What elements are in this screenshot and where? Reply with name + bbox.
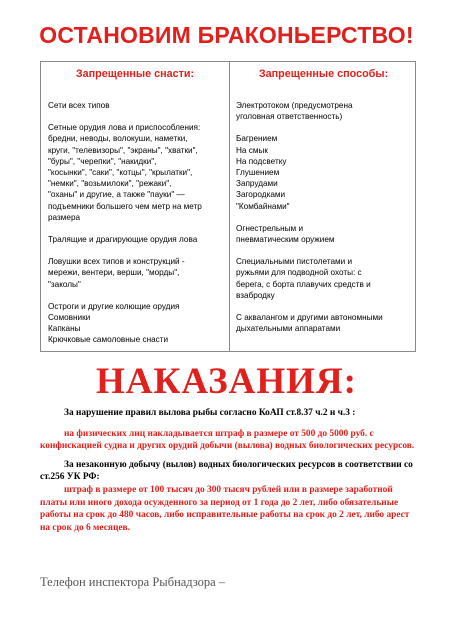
- uk-penalty: штраф в размере от 100 тысяч до 300 тысяч рублей или в размере заработной платы или иного дохода осужденного за период от 1 года до 2 лет, либо обязательные работы на срок до 480 часов, либо исправительные работы на срок до 2 лет, либо арест на срок до 6 месяцев.: [40, 484, 410, 533]
- gear-item: Остроги и другие колющие орудия Сомовники Капканы Крючковые самоловные снасти: [48, 301, 180, 345]
- prohibited-gear-column: [41, 62, 229, 346]
- gear-item: Сети всех типов: [48, 101, 110, 110]
- gear-item: Тралящие и драгирующие орудия лова: [48, 235, 198, 245]
- koap-penalty: на физических лиц накладывается штраф в размере от 500 до 5000 руб. с конфискацией судна и других орудий добычи (вылова) водных биологических ресурсов.: [40, 428, 415, 452]
- poster-title: ОСТАНОВИМ БРАКОНЬЕРСТВО!: [39, 22, 414, 48]
- method-item: Электротоком (предусмотрена уголовная ответственность): [236, 101, 353, 122]
- method-item: Огнестрельным и пневматическим оружием: [236, 223, 335, 245]
- prohibited-gear-header: Запрещенные снасти:: [75, 68, 195, 80]
- prohibited-methods-column: [230, 62, 417, 334]
- penalties-section: [40, 407, 418, 534]
- gear-item: Ловушки всех типов и конструкций - мережи, вентери, верши, "морды", "заколы": [48, 257, 185, 289]
- method-item: Багрением На смык На подсветку Глушением Запрудами Загородками "Комбайнами": [236, 134, 290, 211]
- koap-intro: За нарушение правил вылова рыбы согласно КоАП ст.8.37 ч.2 и ч.3 :: [64, 408, 356, 418]
- method-item: С аквалангом и другими автономными дыхательными аппаратами: [236, 313, 383, 334]
- prohibited-methods-header: Запрещенные способы:: [258, 68, 389, 80]
- gear-item: Сетные орудия лова и приспособления: бредни, неводы, волокуши, наметки, круги, "телевизоры", "экраны", "хватки", "буры", "черепки", "накидки", "косынки", "саки", "котцы", "крылатки", "немки", "возьмилоки", "режаки", "оханы" и другие, а также "пауки" — подъемники большего чем метр на метр размера: [48, 123, 202, 222]
- penalties-heading: НАКАЗАНИЯ:: [96, 361, 357, 402]
- uk-intro: За незаконную добычу (вылов) водных биологических ресурсов в соответствии со ст.256 УК РФ:: [40, 459, 413, 483]
- prohibitions-table: [40, 61, 416, 352]
- method-item: Специальными пистолетами и ружьями для подводной охоты: с берега, с борта плавучих средств и взабродку: [236, 257, 371, 300]
- inspector-phone-label: Телефон инспектора Рыбнадзора –: [40, 575, 226, 589]
